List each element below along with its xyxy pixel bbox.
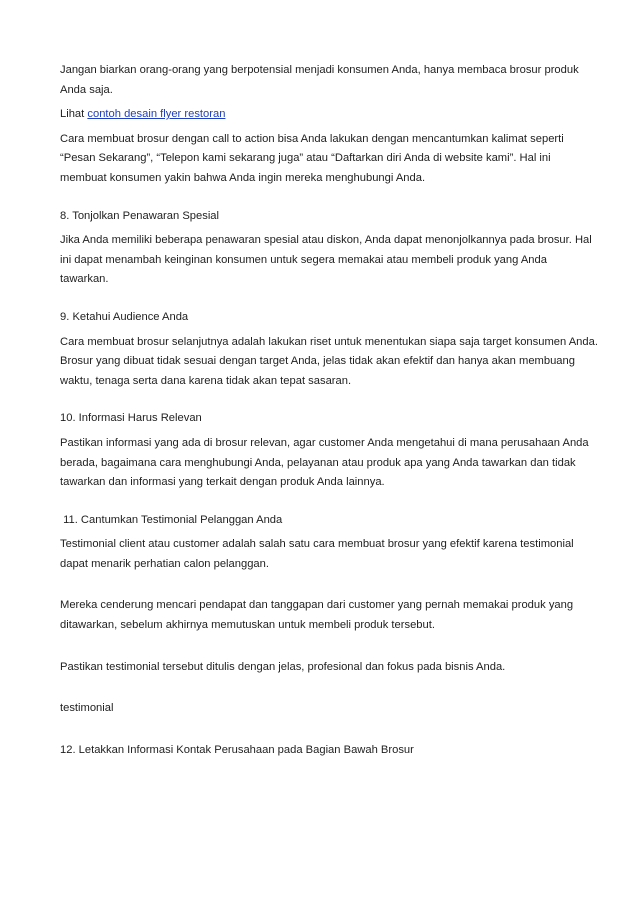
paragraph-call-to-action: Cara membuat brosur dengan call to action bisa Anda lakukan dengan mencantumkan kalimat seperti “Pesan Sekarang”, “Telepon kami sekarang juga” atau “Daftarkan diri Anda di website kami”. Hal ini membuat konsumen yakin bahwa Anda ingin mereka menghubungi Anda. xyxy=(60,132,564,184)
restaurant-flyer-link[interactable]: contoh desain flyer restoran xyxy=(87,108,226,121)
paragraph-10: Pastikan informasi yang ada di brosur relevan, agar customer Anda mengetahui di mana perusahaan Anda berada, bagaimana cara menghubungi Anda, pelayanan atau produk apa yang Anda tawarkan dan tidak tawarkan dan informasi yang terkait dengan produk Anda lainnya. xyxy=(60,436,589,489)
paragraph-intro: Jangan biarkan orang-orang yang berpotensial menjadi konsumen Anda, hanya membaca brosur produk Anda saja. xyxy=(60,64,579,96)
paragraph-11d: testimonial xyxy=(60,702,114,715)
heading-9: 9. Ketahui Audience Anda xyxy=(60,310,189,323)
paragraph-11a: Testimonial client atau customer adalah salah satu cara membuat brosur yang efektif karena testimonial dapat menarik perhatian calon pelanggan. xyxy=(60,538,574,570)
paragraph-11b: Mereka cenderung mencari pendapat dan tanggapan dari customer yang pernah memakai produk yang ditawarkan, sebelum akhirnya memutuskan untuk membeli produk tersebut. xyxy=(60,599,574,632)
heading-8: 8. Tonjolkan Penawaran Spesial xyxy=(60,209,220,222)
heading-12: 12. Letakkan Informasi Kontak Perusahaan pada Bagian Bawah Brosur xyxy=(60,743,414,756)
heading-11: 11. Cantumkan Testimonial Pelanggan Anda xyxy=(60,513,283,526)
paragraph-9: Cara membuat brosur selanjutnya adalah lakukan riset untuk menentukan siapa saja target konsumen Anda. Brosur yang dibuat tidak sesuai dengan target Anda, jelas tidak akan efektif dan hanya akan membuang waktu, tenaga serta dana karena tidak akan tepat sasaran. xyxy=(60,335,598,387)
heading-10: 10. Informasi Harus Relevan xyxy=(60,412,202,425)
paragraph-8: Jika Anda memiliki beberapa penawaran spesial atau diskon, Anda dapat menonjolkannya pada brosur. Hal ini dapat menambah keinginan konsumen untuk segera memakai atau membeli produk yang Anda tawarkan. xyxy=(60,234,592,286)
paragraph-11c: Pastikan testimonial tersebut ditulis dengan jelas, profesional dan fokus pada bisnis Anda. xyxy=(60,660,506,673)
see-also-prefix: Lihat xyxy=(60,108,88,121)
see-also-line xyxy=(60,105,598,125)
